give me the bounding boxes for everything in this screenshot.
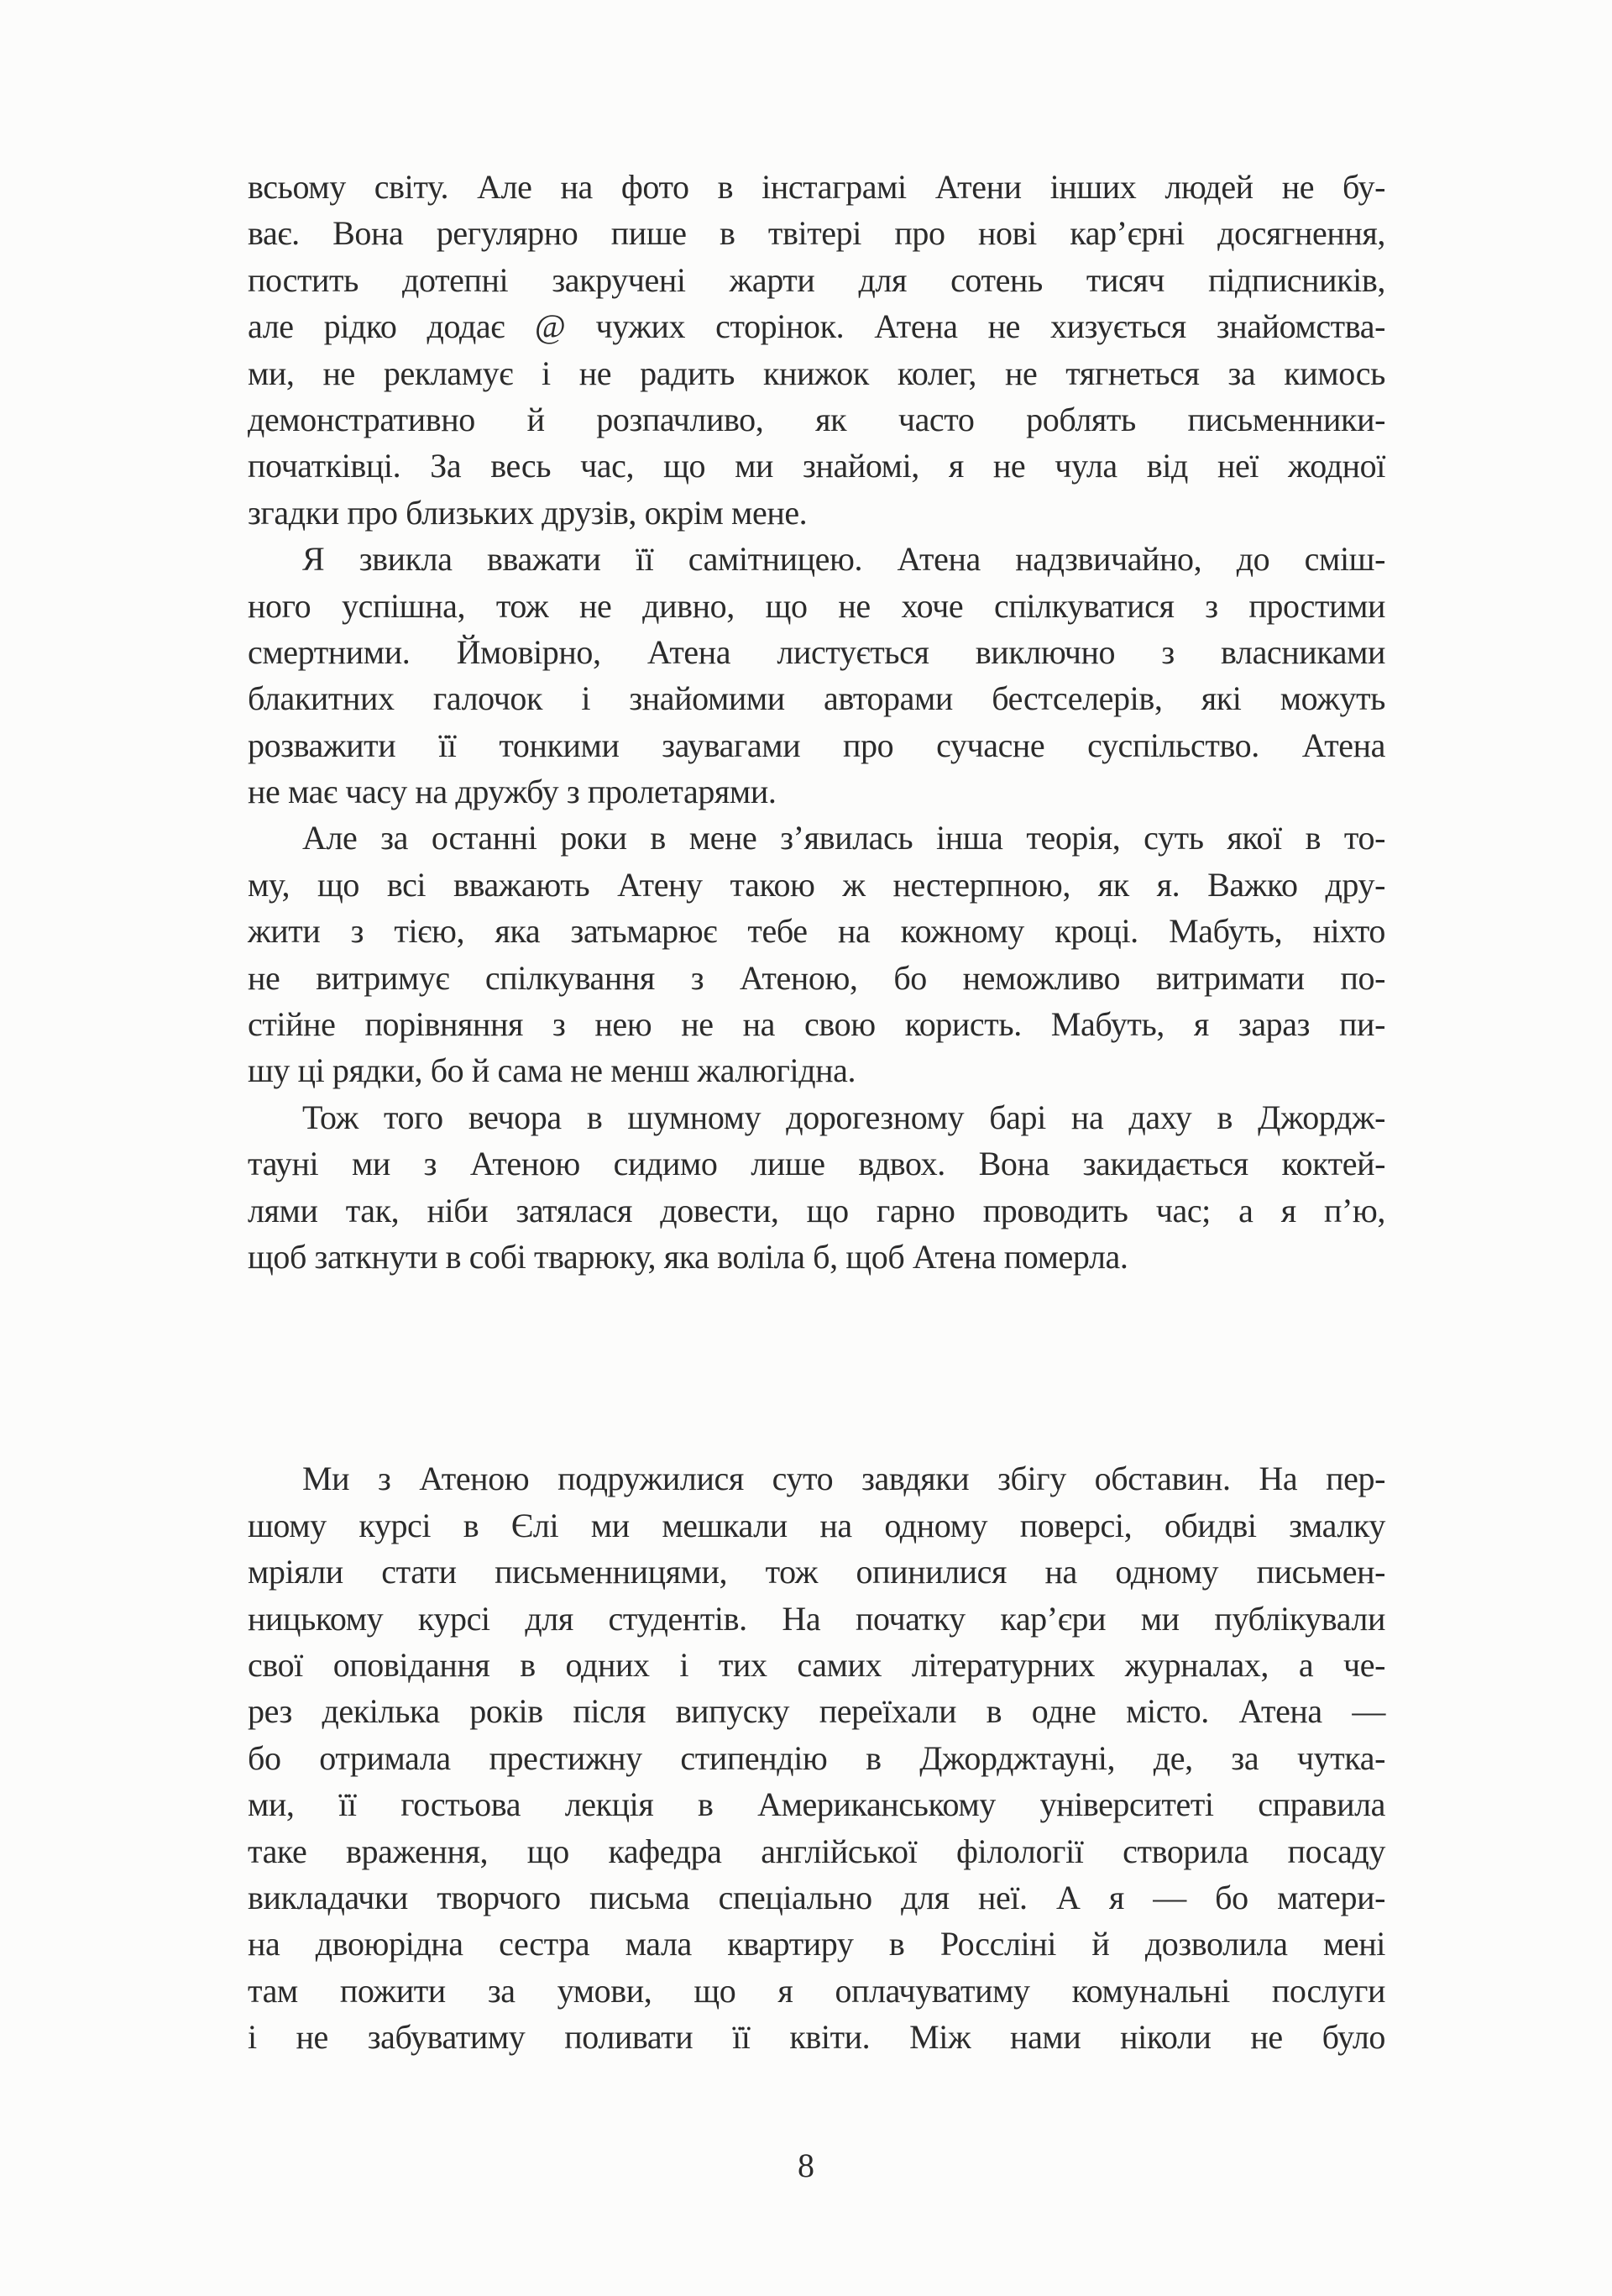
text-line: шому курсі в Єлі ми мешкали на одному поверсі, обидві змалку xyxy=(248,1506,1385,1544)
text-line: викладачки творчого письма спеціально для неї. А я — бо матери- xyxy=(248,1878,1385,1916)
text-line: щоб заткнути в собі тварюку, яка воліла б, щоб Атена померла. xyxy=(248,1237,1128,1276)
text-line: не витримує спілкування з Атеною, бо неможливо витримати по- xyxy=(248,958,1385,997)
text-line: рез декілька років після випуску переїхали в одне місто. Атена — xyxy=(248,1692,1385,1731)
paragraph xyxy=(248,815,1385,1093)
text-line: блакитних галочок і знайомими авторами бестселерів, які можуть xyxy=(248,679,1385,718)
text-line: шу ці рядки, бо й сама не менш жалюгідна. xyxy=(248,1051,856,1090)
text-line: смертними. Ймовірно, Атена листується виключно з власниками xyxy=(248,632,1385,671)
text-line: жити з тією, яка затьмарює тебе на кожному кроці. Мабуть, ніхто xyxy=(248,912,1385,951)
text-line: свої оповідання в одних і тих самих літературних журналах, а че- xyxy=(248,1645,1385,1684)
paragraph xyxy=(248,1455,1385,2060)
text-line: стійне порівняння з нею не на свою користь. Мабуть, я зараз пи- xyxy=(248,1005,1385,1044)
text-line: не має часу на дружбу з пролетарями. xyxy=(248,773,777,811)
text-line: таке враження, що кафедра англійської філології створила посаду xyxy=(248,1832,1385,1870)
text-line: Але за останні роки в мене з’явилась інша теорія, суть якої в то- xyxy=(302,819,1385,857)
text-line: там пожити за умови, що я оплачуватиму комунальні послуги xyxy=(248,1971,1385,2010)
text-line: Ми з Атеною подружилися суто завдяки збігу обставин. На пер- xyxy=(302,1460,1385,1498)
text-line: ває. Вона регулярно пише в твітері про нові кар’єрні досягнення, xyxy=(248,214,1385,253)
paragraph xyxy=(248,164,1385,536)
text-line: ницькому курсі для студентів. На початку кар’єри ми публікували xyxy=(248,1599,1385,1638)
text-line: тауні ми з Атеною сидимо лише вдвох. Вона закидається коктей- xyxy=(248,1145,1385,1183)
text-line: ми, її гостьова лекція в Американському університеті справила xyxy=(248,1785,1385,1824)
text-line: демонстративно й розпачливо, як часто роблять письменники- xyxy=(248,400,1385,438)
text-line: на двоюрідна сестра мала квартиру в Россліні й дозволила мені xyxy=(248,1925,1385,1963)
text-line: му, що всі вважають Атену такою ж нестерпною, як я. Важко дру- xyxy=(248,865,1385,904)
text-line: розважити її тонкими заувагами про сучасне суспільство. Атена xyxy=(248,726,1385,764)
text-line: бо отримала престижну стипендію в Джорджтауні, де, за чутка- xyxy=(248,1738,1385,1777)
text-line: але рідко додає @ чужих сторінок. Атена не хизується знайомства- xyxy=(248,307,1385,346)
body-text xyxy=(248,164,1385,2060)
paragraph xyxy=(248,536,1385,815)
text-line: мріяли стати письменницями, тож опинилися на одному письмен- xyxy=(248,1553,1385,1591)
text-line: Я звикла вважати її самітницею. Атена надзвичайно, до сміш- xyxy=(302,540,1385,579)
page-number: 8 xyxy=(798,2147,814,2184)
text-line: Тож того вечора в шумному дорогезному барі на даху в Джордж- xyxy=(302,1098,1385,1136)
paragraph xyxy=(248,1094,1385,1281)
text-line: постить дотепні закручені жарти для сотень тисяч підписників, xyxy=(248,260,1385,299)
text-line: ного успішна, тож не дивно, що не хоче спілкуватися з простими xyxy=(248,586,1385,625)
text-line: і не забуватиму поливати її квіти. Між нами ніколи не було xyxy=(248,2018,1385,2057)
text-line: згадки про близьких друзів, окрім мене. xyxy=(248,493,808,532)
text-line: початківці. За весь час, що ми знайомі, я не чула від неї жодної xyxy=(248,447,1385,485)
text-line: всьому світу. Але на фото в інстаграмі Атени інших людей не бу- xyxy=(248,168,1385,206)
text-line: ми, не рекламує і не радить книжок колег, не тягнеться за кимось xyxy=(248,354,1385,392)
text-line: лями так, ніби затялася довести, що гарно проводить час; а я п’ю, xyxy=(248,1191,1385,1229)
